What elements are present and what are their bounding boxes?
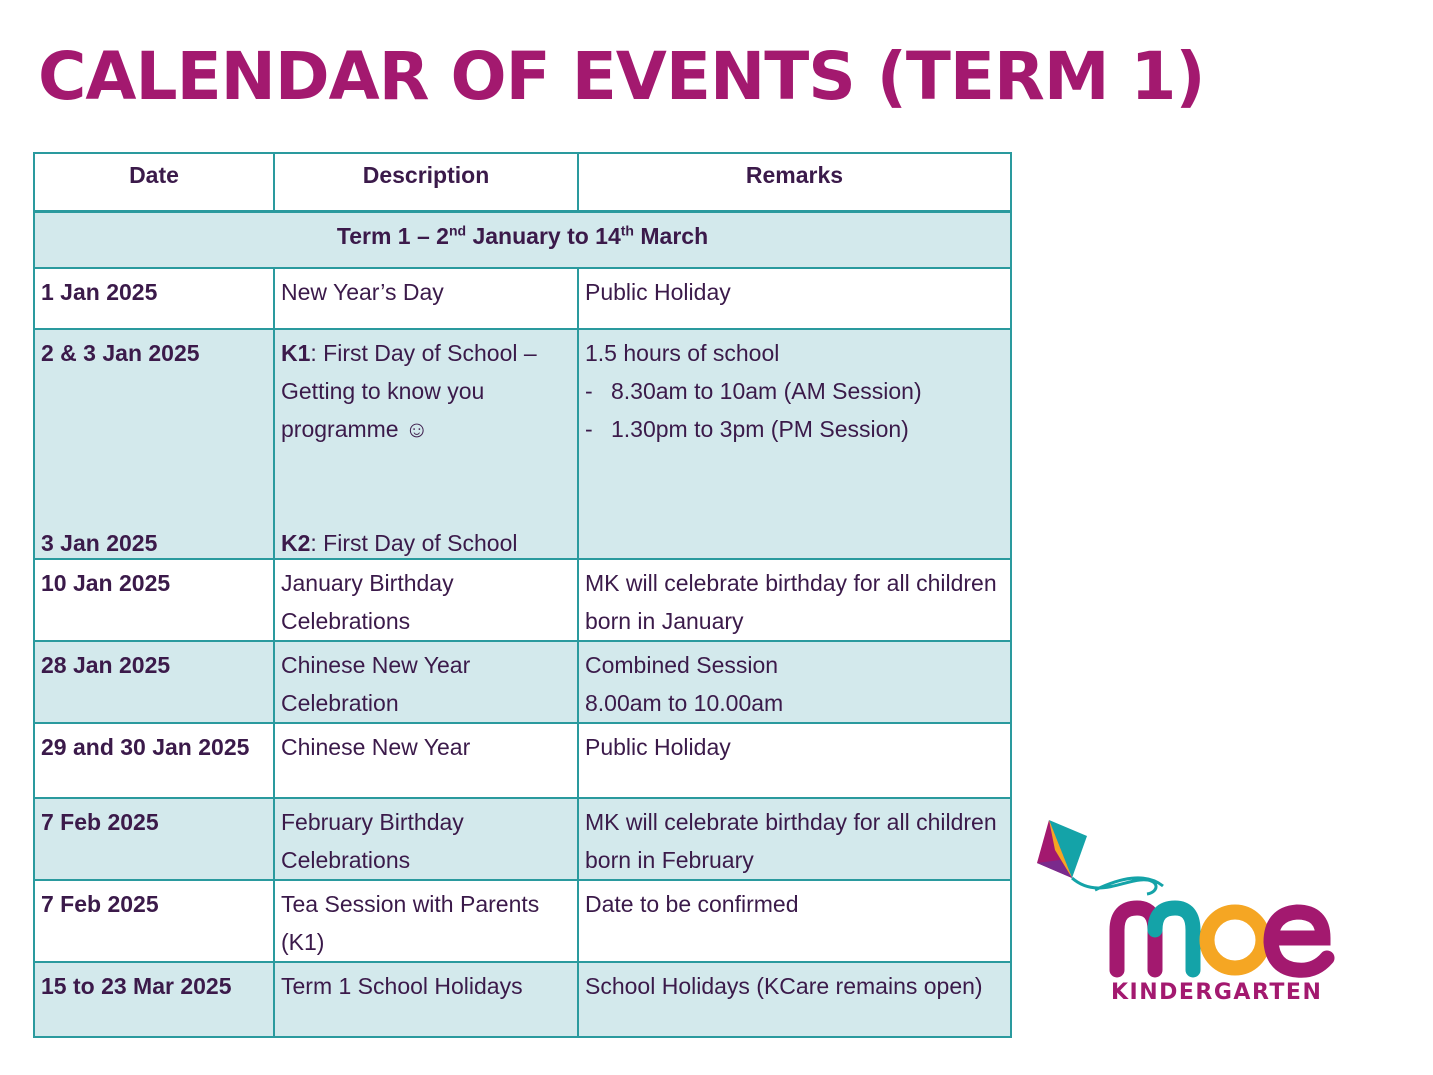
row-date-secondary: 3 Jan 2025 bbox=[41, 530, 158, 556]
row-description: Chinese New Year bbox=[274, 723, 578, 798]
row-remarks: Public Holiday bbox=[578, 268, 1011, 329]
table-row bbox=[34, 798, 1011, 880]
row-date: 15 to 23 Mar 2025 bbox=[34, 962, 274, 1037]
row-remarks: MK will celebrate birthday for all children born in February bbox=[578, 798, 1011, 880]
row-date: 28 Jan 2025 bbox=[34, 641, 274, 723]
row-date: 10 Jan 2025 bbox=[34, 559, 274, 641]
table-row bbox=[34, 559, 1011, 641]
moe-wordmark bbox=[1117, 908, 1327, 970]
logo-subtitle: KINDERGARTEN bbox=[1111, 980, 1323, 1005]
row-remarks bbox=[578, 329, 1011, 559]
table-row bbox=[34, 962, 1011, 1037]
table-row bbox=[34, 880, 1011, 962]
row-date: 7 Feb 2025 bbox=[34, 880, 274, 962]
table-row bbox=[34, 641, 1011, 723]
table-row bbox=[34, 268, 1011, 329]
remarks-title: 1.5 hours of school bbox=[585, 340, 780, 366]
row-description: Chinese New Year Celebration bbox=[274, 641, 578, 723]
remarks-line: 8.00am to 10.00am bbox=[585, 690, 784, 716]
row-description: New Year’s Day bbox=[274, 268, 578, 329]
row-date-primary: 2 & 3 Jan 2025 bbox=[41, 340, 200, 366]
remarks-item: - 1.30pm to 3pm (PM Session) bbox=[585, 416, 909, 442]
row-description: January Birthday Celebrations bbox=[274, 559, 578, 641]
row-description: Tea Session with Parents (K1) bbox=[274, 880, 578, 962]
row-date: 29 and 30 Jan 2025 bbox=[34, 723, 274, 798]
row-description: Term 1 School Holidays bbox=[274, 962, 578, 1037]
k1-description: K1: First Day of School – Getting to know you programme ☺ bbox=[281, 340, 537, 442]
term-heading-row bbox=[34, 212, 1011, 269]
kite-icon bbox=[1037, 820, 1163, 894]
row-date bbox=[34, 329, 274, 559]
header-date: Date bbox=[34, 153, 274, 212]
remarks-item: - 8.30am to 10am (AM Session) bbox=[585, 378, 922, 404]
table-header-row bbox=[34, 153, 1011, 212]
row-remarks: Public Holiday bbox=[578, 723, 1011, 798]
header-remarks: Remarks bbox=[578, 153, 1011, 212]
moe-kindergarten-logo bbox=[1035, 820, 1335, 1010]
remarks-line: Combined Session bbox=[585, 652, 779, 678]
row-date: 7 Feb 2025 bbox=[34, 798, 274, 880]
events-table bbox=[33, 152, 1012, 1038]
term-heading: Term 1 – 2nd January to 14th March bbox=[34, 212, 1011, 269]
table-row bbox=[34, 329, 1011, 559]
row-remarks: Date to be confirmed bbox=[578, 880, 1011, 962]
row-remarks: School Holidays (KCare remains open) bbox=[578, 962, 1011, 1037]
row-description: February Birthday Celebrations bbox=[274, 798, 578, 880]
page-title: CALENDAR OF EVENTS (TERM 1) bbox=[38, 38, 1205, 115]
header-description: Description bbox=[274, 153, 578, 212]
row-date: 1 Jan 2025 bbox=[34, 268, 274, 329]
k2-description: K2: First Day of School bbox=[281, 530, 518, 556]
row-remarks: MK will celebrate birthday for all children born in January bbox=[578, 559, 1011, 641]
row-remarks bbox=[578, 641, 1011, 723]
row-description bbox=[274, 329, 578, 559]
table-row bbox=[34, 723, 1011, 798]
